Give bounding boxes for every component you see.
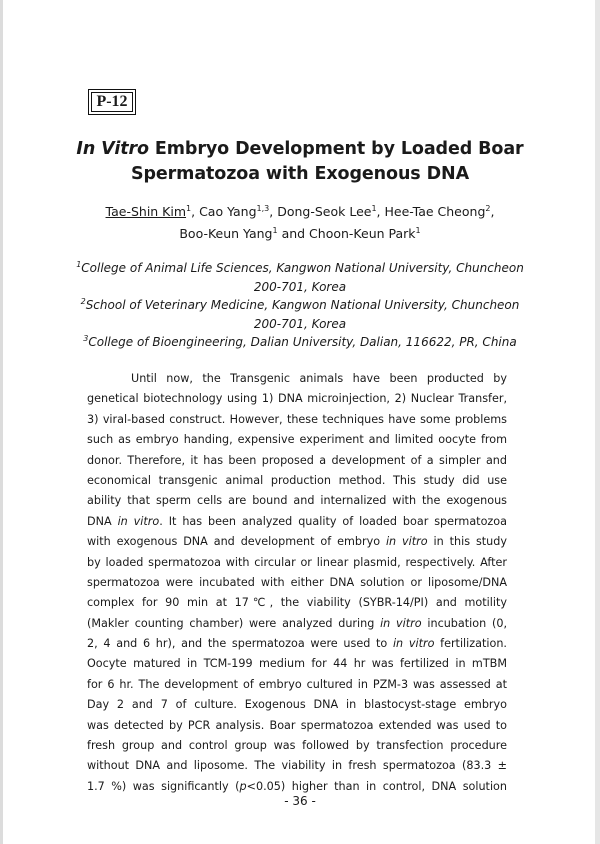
abstract-line: 3) viral-based construct. However, these techniques have some problems <box>87 412 507 426</box>
affiliation-2-line-2: 200-701, Korea <box>253 316 347 331</box>
abstract-line: spermatozoa were incubated with either DNA solution or liposome/DNA <box>87 575 507 589</box>
italic-run: in vitro <box>117 514 160 528</box>
author-name: , Hee-Tae Cheong <box>376 204 486 219</box>
author-name: Tae-Shin Kim <box>105 204 187 219</box>
abstract-line: was detected by PCR analysis. Boar spermatozoa extended was used to <box>87 718 507 732</box>
italic-run: in vitro <box>392 637 435 651</box>
text-run: <0.05) higher than in control, DNA solution <box>246 779 507 793</box>
author-name: , Cao Yang <box>191 204 257 219</box>
affiliation-3-line-1 <box>60 333 540 352</box>
abstract-line: Oocyte matured in TCM-199 medium for 44 hr was fertilized in mTBM <box>87 657 507 671</box>
abstract-line: genetical biotechnology using 1) DNA microinjection, 2) Nuclear Transfer, <box>87 392 507 406</box>
affiliation-2-line-1 <box>60 296 540 315</box>
author-line-2 <box>60 223 540 245</box>
author-sup: 1 <box>371 203 377 213</box>
page-edge-left <box>0 0 3 844</box>
paper-title <box>60 137 540 187</box>
title-line-1 <box>60 137 540 162</box>
abstract-line <box>87 614 507 634</box>
abstract-line: ability that sperm cells are bound and internalized with the exogenous <box>87 494 507 508</box>
affiliation-1-line-1 <box>60 259 540 278</box>
title-line-1-rest: Embryo Development by Loaded Boar <box>148 139 524 159</box>
text-run: 2, 4 and 6 hr), and the spermatozoa were used to <box>87 637 393 651</box>
abstract-body <box>87 369 507 797</box>
abstract-line: economical transgenic animal production method. This study did use <box>87 473 507 487</box>
affiliation-sup: 3 <box>83 334 89 344</box>
text-run: incubation (0, <box>421 616 507 630</box>
poster-code: P-12 <box>96 93 128 110</box>
author-sup: 1 <box>415 225 421 235</box>
italic-run: in vitro <box>385 535 428 549</box>
text-run: (Makler counting chamber) were analyzed during <box>87 616 381 630</box>
affiliation-1-line-2: 200-701, Korea <box>253 279 347 294</box>
italic-run: in vitro <box>380 616 422 630</box>
poster-code-badge <box>88 89 136 115</box>
abstract-line: without DNA and liposome. The viability in fresh spermatozoa (83.3 ± <box>87 759 507 773</box>
page-number: - 36 - <box>284 794 316 808</box>
abstract-line: complex for 90 min at 17℃, the viability (SYBR-14/PI) and motility <box>87 596 507 610</box>
italic-run: p <box>239 779 247 793</box>
title-italic: In Vitro <box>76 139 149 159</box>
author-sup: 1 <box>186 203 192 213</box>
text-run: with exogenous DNA and development of embryo <box>87 535 386 549</box>
text-run: DNA <box>87 514 118 528</box>
author-sup: 1,3 <box>256 203 270 213</box>
abstract-line: donor. Therefore, it has been proposed a development of a simpler and <box>87 453 507 467</box>
abstract-line: by loaded spermatozoa with circular or linear plasmid, respectively. After <box>87 555 507 569</box>
affiliation-text: College of Bioengineering, Dalian University, Dalian, 116622, PR, China <box>88 335 517 350</box>
abstract-line: for 6 hr. The development of embryo cultured in PZM-3 was assessed at <box>87 677 507 691</box>
abstract-line: such as embryo handing, expensive experiment and limited oocyte from <box>87 433 507 447</box>
author-name: , Dong-Seok Lee <box>269 204 372 219</box>
title-line-2: Spermatozoa with Exogenous DNA <box>130 164 470 184</box>
affiliation-text: College of Animal Life Sciences, Kangwon National University, Chuncheon <box>81 261 524 275</box>
page-edge-right <box>595 0 600 844</box>
abstract-line: Day 2 and 7 of culture. Exogenous DNA in blastocyst-stage embryo <box>87 698 507 712</box>
abstract-line: Until now, the Transgenic animals have been producted by <box>131 372 507 385</box>
author-separator: , <box>490 204 495 219</box>
author-line-1 <box>60 201 540 223</box>
author-sup: 1 <box>272 225 278 235</box>
abstract-line <box>87 634 507 654</box>
author-list <box>60 201 540 245</box>
author-name: Boo-Keun Yang <box>179 226 273 241</box>
abstract-line: fresh group and control group was followed by transfection procedure <box>87 739 507 753</box>
affiliation-text: School of Veterinary Medicine, Kangwon National University, Chuncheon <box>85 298 520 313</box>
affiliation-sup: 2 <box>80 297 86 307</box>
abstract-line <box>87 512 507 532</box>
author-name: and Choon-Keun Park <box>277 226 416 241</box>
author-sup: 2 <box>485 203 491 213</box>
text-run: 1.7 %) was significantly ( <box>87 779 240 793</box>
text-run: fertilization. <box>434 637 507 651</box>
text-run: in this study <box>427 535 507 549</box>
affiliation-sup: 1 <box>76 260 82 269</box>
affiliation-list <box>60 259 540 352</box>
abstract-line <box>87 532 507 552</box>
text-run: . It has been analyzed quality of loaded boar spermatozoa <box>159 514 507 528</box>
